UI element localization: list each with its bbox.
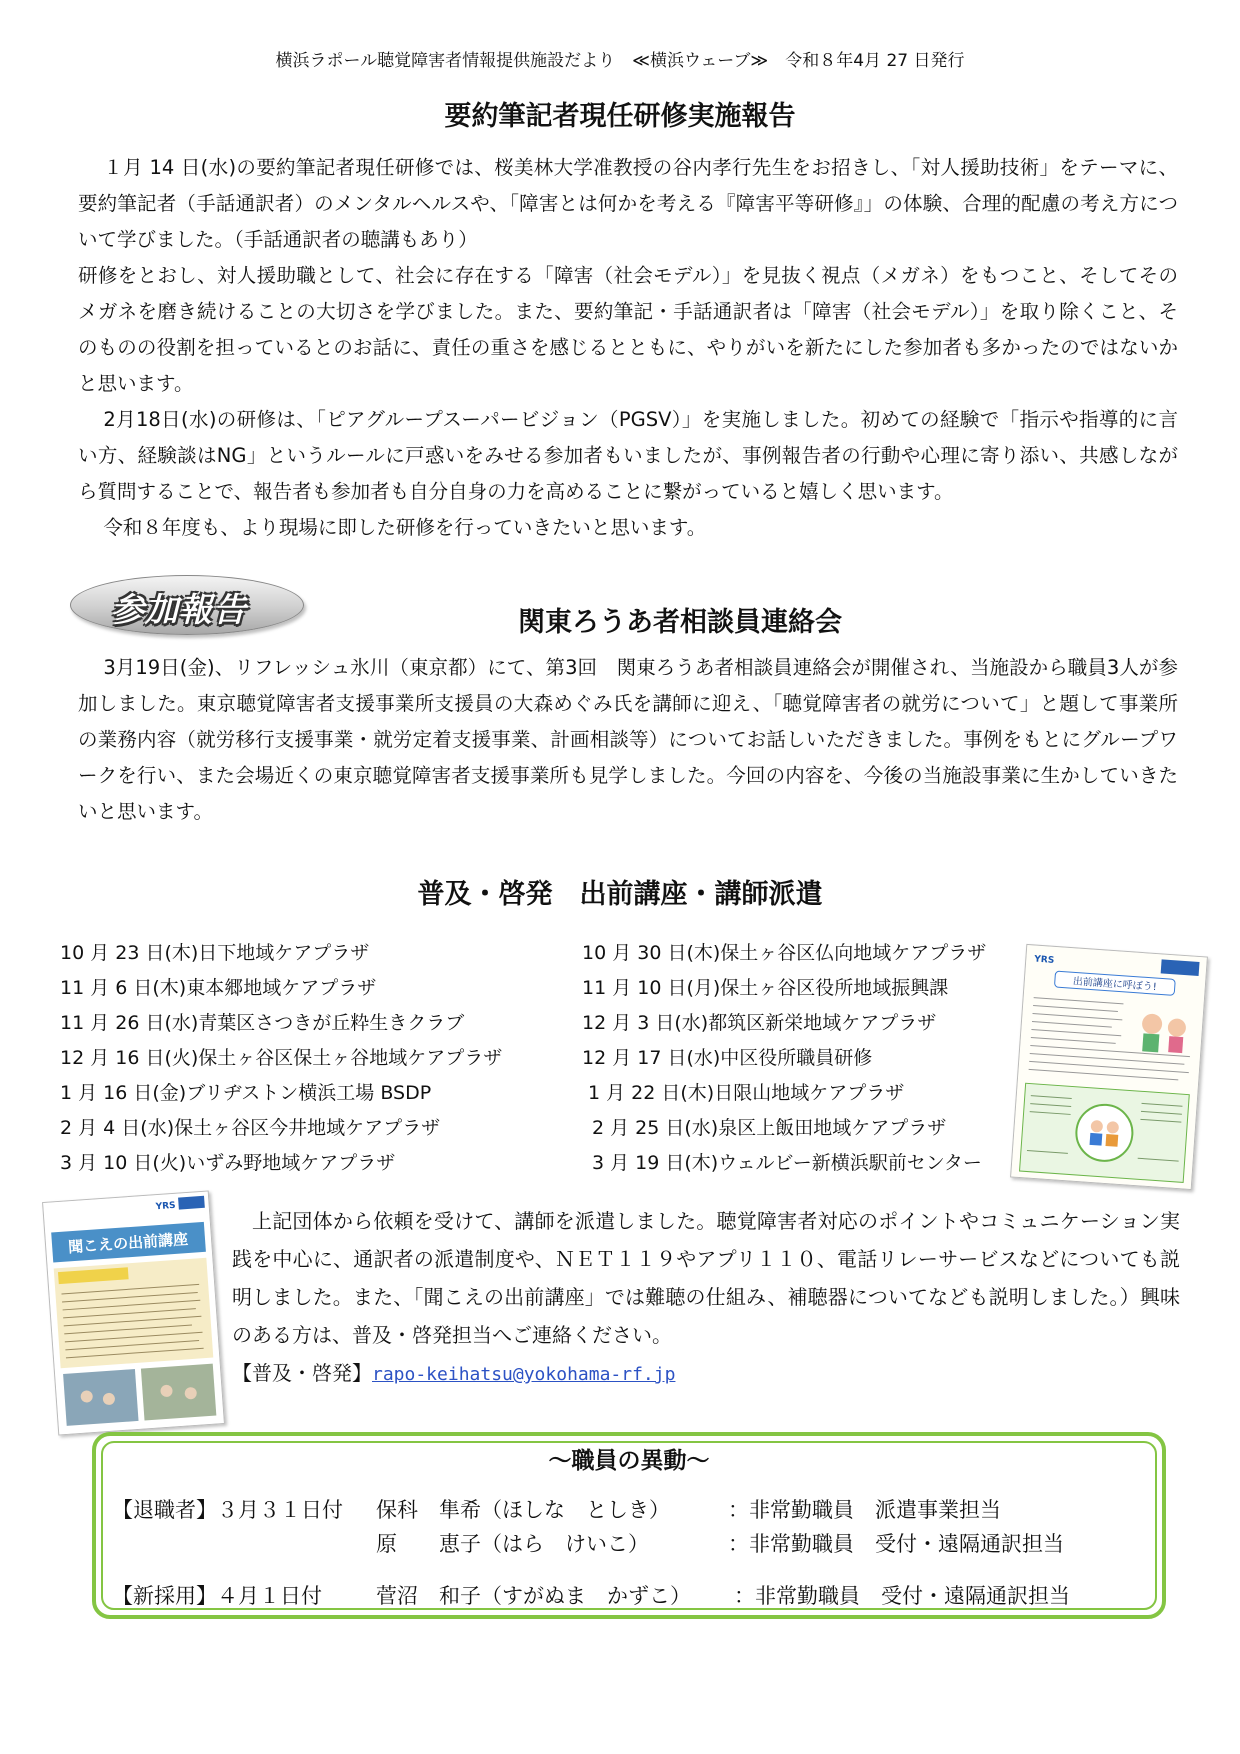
svg-text:YRS: YRS [1033, 954, 1055, 966]
flyer-right-illustration [1011, 945, 1207, 1189]
retire-label: 【退職者】３月３１日付 [112, 1498, 343, 1522]
schedule-item: 11 月 10 日(月)保土ヶ谷区役所地域振興課 [582, 977, 949, 999]
staff-changes-title: ～職員の異動～ [548, 1448, 710, 1474]
schedule-item: 12 月 3 日(水)都筑区新栄地域ケアプラザ [582, 1012, 937, 1034]
outreach-contact [232, 1354, 1180, 1394]
retire-name-1: 保科 隼希（ほしな としき） [376, 1498, 670, 1522]
training-paragraph-1: １月 14 日(水)の要約筆記者現任研修では、桜美林大学准教授の谷内孝行先生をお招きし、「対人援助技術」をテーマに、要約筆記者（手話通訳者）のメンタルヘルスや、「障害とは何かを考える『障害平等研修』」の体験、合理的配慮の考え方について学びました。（手話通訳者の聴講もあり） [78, 156, 1178, 251]
outreach-flyer-right [1010, 944, 1208, 1190]
new-hire-role-1: ：非常勤職員 受付・遠隔通訳担当 [734, 1584, 1070, 1608]
contact-email-link[interactable]: rapo-keihatsu@yokohama-rf.jp [372, 1364, 676, 1385]
retire-name-2: 原 恵子（はら けいこ） [376, 1532, 649, 1556]
schedule-item: 11 月 6 日(木)東本郷地域ケアプラザ [60, 977, 377, 999]
schedule-item: 12 月 17 日(水)中区役所職員研修 [582, 1047, 873, 1069]
badge-label: 参加報告 [111, 590, 247, 629]
retire-role-1: ：非常勤職員 派遣事業担当 [728, 1498, 1001, 1522]
retire-role-2: ：非常勤職員 受付・遠隔通訳担当 [728, 1532, 1064, 1556]
training-paragraph-2: 研修をとおし、対人援助職として、社会に存在する「障害（社会モデル）」を見抜く視点（メガネ）をもつこと、そしてそのメガネを磨き続けることの大切さを学びました。また、要約筆記・手話通訳者は「障害（社会モデル）」を取り除くこと、そのものの役割を担っているとのお話に、責任の重さを感じるとともに、やりがいを新たにした参加者も多かったのではないかと思います。 [78, 264, 1178, 395]
schedule-item: 2 月 25 日(水)泉区上飯田地域ケアプラザ [592, 1117, 947, 1139]
schedule-item: 3 月 10 日(火)いずみ野地域ケアプラザ [60, 1152, 396, 1174]
outreach-description [232, 1202, 1180, 1394]
training-paragraph-3: 2月18日(水)の研修は、「ピアグループスーパービジョン（PGSV）」を実施しました。初めての経験で「指示や指導的に言い方、経験談はNG」というルールに戸惑いをみせる参加者もいましたが、事例報告者の行動や心理に寄り添い、共感しながら質問することで、報告者も参加者も自分自身の力を高めることに繋がっていると嬉しく思います。 [78, 408, 1178, 503]
training-paragraph-4: 令和８年度も、より現場に即した研修を行っていきたいと思います。 [103, 516, 707, 539]
schedule-item: 10 月 23 日(木)日下地域ケアプラザ [60, 942, 370, 964]
schedule-item: 1 月 22 日(木)日限山地域ケアプラザ [588, 1082, 905, 1104]
new-hire-name-1: 菅沼 和子（すがぬま かずこ） [376, 1584, 691, 1608]
newsletter-header: 横浜ラポール聴覚障害者情報提供施設だより ≪横浜ウェーブ≫ 令和８年4月 27 日発行 [275, 51, 965, 71]
contact-label: 【普及・啓発】 [232, 1361, 372, 1385]
schedule-item: 12 月 16 日(火)保土ヶ谷区保土ヶ谷地域ケアプラザ [60, 1047, 503, 1069]
council-paragraph: 3月19日(金)、リフレッシュ氷川（東京都）にて、第3回 関東ろうあ者相談員連絡会が開催され、当施設から職員3人が参加しました。東京聴覚障害者支援事業所支援員の大森めぐみ氏を講師に迎え、「聴覚障害者の就労について」と題して事業所の業務内容（就労移行支援事業・就労定着支援事業、計画相談等）についてお話しいただきました。事例をもとにグループワークを行い、また会場近くの東京聴覚障害者支援事業所も見学しました。今回の内容を、今後の当施設事業に生かしていきたいと思います。 [78, 656, 1178, 823]
schedule-item: 11 月 26 日(水)青葉区さつきが丘粋生きクラブ [60, 1012, 465, 1034]
section-title-council: 関東ろうあ者相談員連絡会 [518, 607, 842, 638]
schedule-item: 10 月 30 日(木)保土ヶ谷区仏向地域ケアプラザ [582, 942, 987, 964]
flyer-left-illustration [43, 1192, 224, 1435]
council-report-body [78, 650, 1178, 830]
schedule-right-list [582, 936, 986, 1181]
schedule-item: 3 月 19 日(木)ウェルビー新横浜駅前センター [592, 1152, 982, 1174]
svg-text:YRS: YRS [155, 1200, 176, 1213]
schedule-item: 2 月 4 日(水)保土ヶ谷区今井地域ケアプラザ [60, 1117, 441, 1139]
training-report-body [78, 150, 1178, 546]
outreach-flyer-left [42, 1190, 225, 1435]
schedule-item: 1 月 16 日(金)ブリヂストン横浜工場 BSDP [60, 1082, 432, 1104]
outreach-text: 上記団体から依頼を受けて、講師を派遣しました。聴覚障害者対応のポイントやコミュニケーション実践を中心に、通訳者の派遣制度や、ＮＥＴ１１９やアプリ１１０、電話リレーサービスなどについても説明しました。また、「聞こえの出前講座」では難聴の仕組み、補聴器についてなども説明しました。）興味のある方は、普及・啓発担当へご連絡ください。 [232, 1209, 1180, 1347]
section-title-outreach: 普及・啓発 出前講座・講師派遣 [417, 879, 823, 910]
flyer-right-title: 出前講座に呼ぼう! [1072, 976, 1158, 994]
section-title-training: 要約筆記者現任研修実施報告 [444, 101, 796, 132]
new-hire-label: 【新採用】４月１日付 [112, 1584, 322, 1608]
flyer-left-title: 聞こえの出前講座 [67, 1230, 189, 1257]
schedule-left-list [60, 936, 502, 1181]
